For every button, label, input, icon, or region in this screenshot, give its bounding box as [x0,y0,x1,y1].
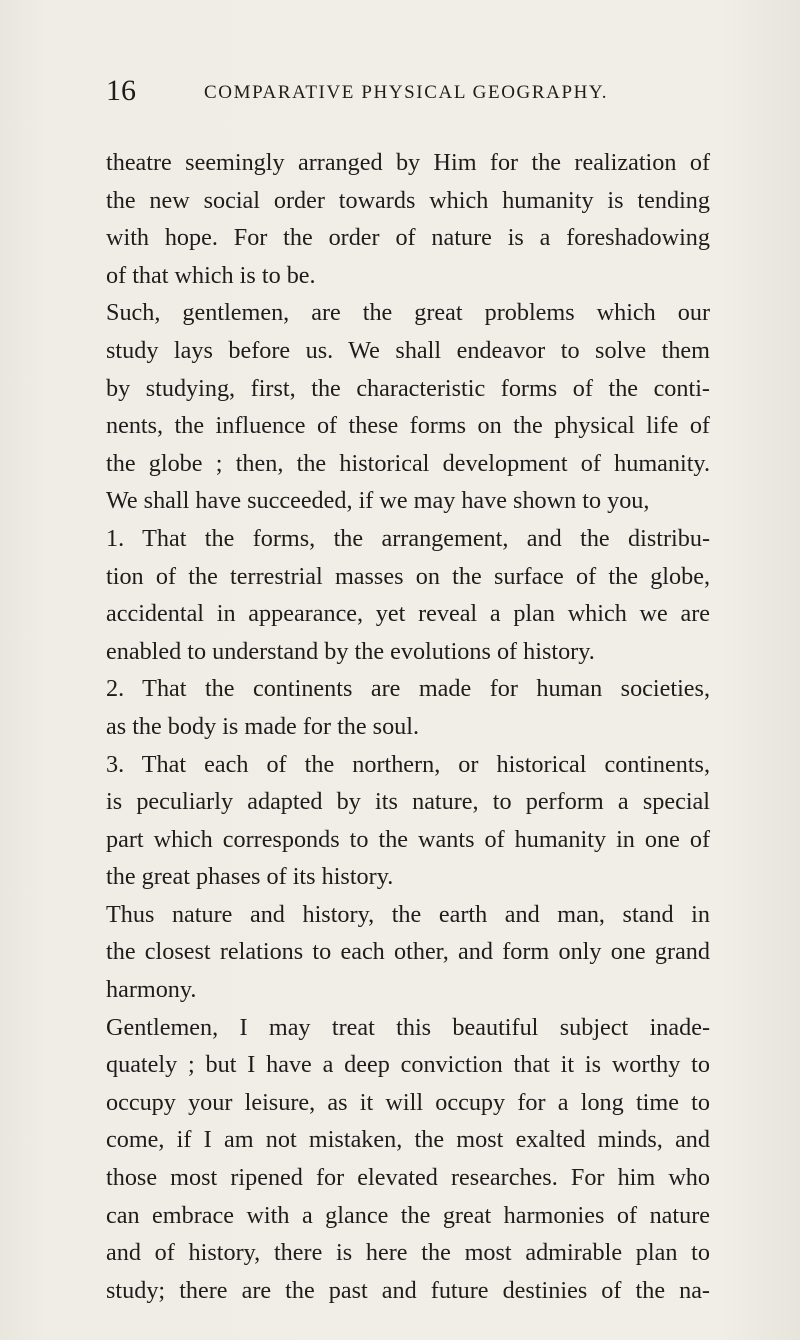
page-number: 16 [106,74,136,107]
text-line: the closest relations to each other, and form only one grand [106,938,710,966]
text-line: enabled to understand by the evolutions of history. [106,637,595,665]
text-line: come, if I am not mistaken, the most exalted minds, and [106,1126,710,1154]
running-head: COMPARATIVE PHYSICAL GEOGRAPHY. [204,82,609,103]
text-line: the great phases of its history. [106,863,394,891]
text-line: as the body is made for the soul. [106,712,420,740]
text-line: by studying, first, the characteristic forms of the conti- [106,374,710,402]
text-line: Gentlemen, I may treat this beautiful subject inade- [106,1013,710,1041]
text-line: part which corresponds to the wants of humanity in one of [106,825,710,853]
text-line: nents, the influence of these forms on the physical life of [106,412,710,440]
text-line: tion of the terrestrial masses on the surface of the globe, [106,562,710,590]
text-line: is peculiarly adapted by its nature, to perform a special [106,788,710,816]
text-line: study; there are the past and future destinies of the na- [106,1276,710,1304]
text-line: can embrace with a glance the great harmonies of nature [106,1201,710,1229]
text-line: Such, gentlemen, are the great problems which our [106,299,710,327]
page-header [106,76,706,116]
text-line: the globe ; then, the historical development of humanity. [106,449,710,477]
text-line: and of history, there is here the most admirable plan to [106,1239,710,1267]
text-line: quately ; but I have a deep conviction that it is worthy to [106,1051,710,1079]
body-text [106,144,710,1309]
text-line: with hope. For the order of nature is a foreshadowing [106,224,710,252]
text-line: those most ripened for elevated researches. For him who [106,1164,710,1192]
text-line: 3. That each of the northern, or historical continents, [106,750,710,778]
text-line: We shall have succeeded, if we may have shown to you, [106,487,650,515]
text-line: theatre seemingly arranged by Him for the realization of [106,149,710,176]
text-line: Thus nature and history, the earth and man, stand in [106,900,710,928]
text-line: 2. That the continents are made for human societies, [106,675,710,703]
text-line: study lays before us. We shall endeavor to solve them [106,336,710,364]
text-line: occupy your leisure, as it will occupy for a long time to [106,1088,710,1116]
text-line: 1. That the forms, the arrangement, and the distribu- [106,524,710,552]
text-line: of that which is to be. [106,261,316,289]
text-line: the new social order towards which humanity is tending [106,186,710,214]
text-line: harmony. [106,976,197,1004]
text-line: accidental in appearance, yet reveal a plan which we are [106,600,710,628]
